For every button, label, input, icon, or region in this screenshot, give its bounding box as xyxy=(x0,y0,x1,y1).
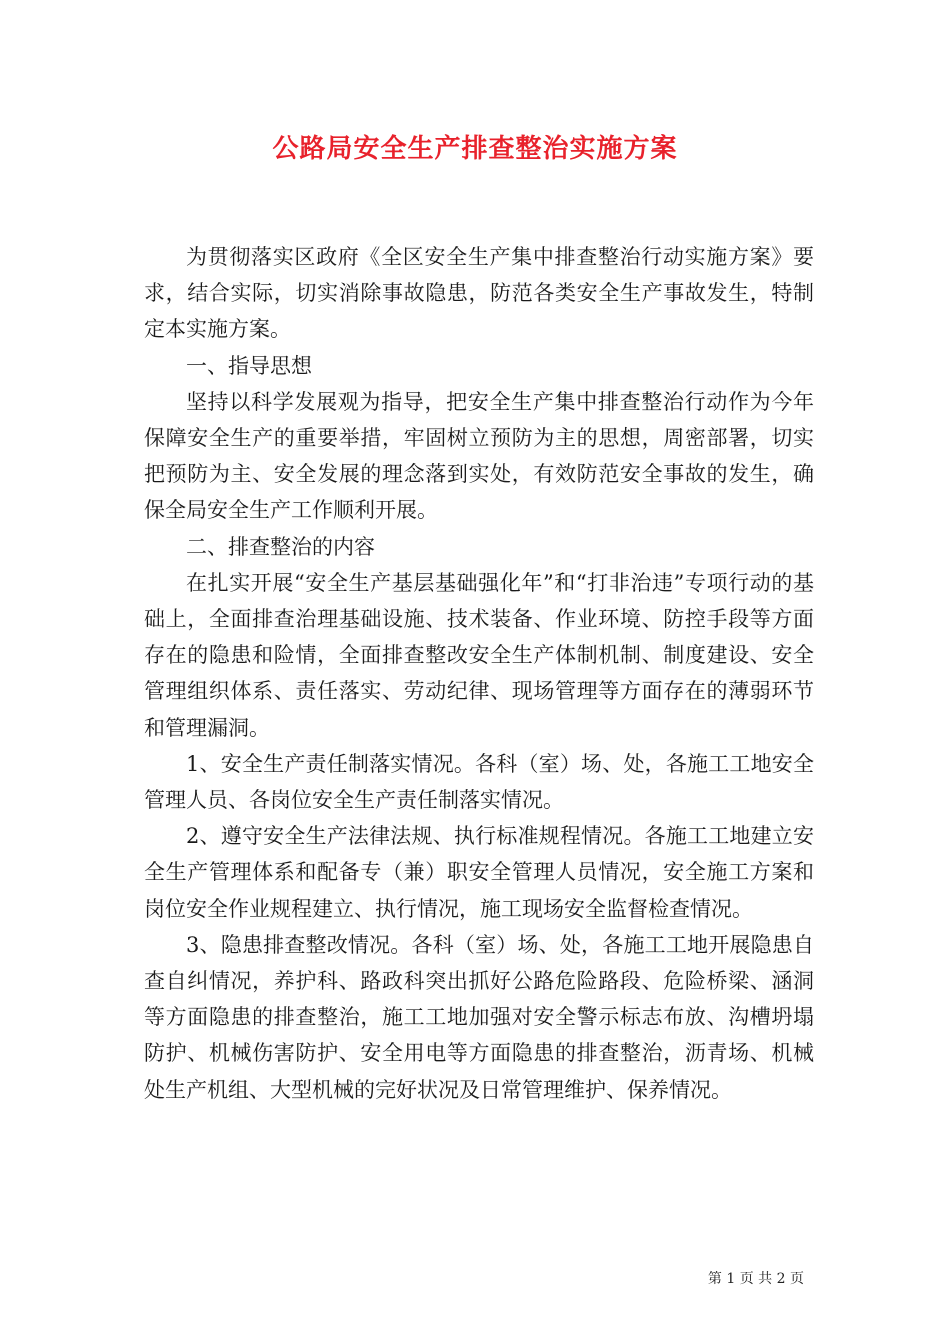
intro-paragraph: 为贯彻落实区政府《全区安全生产集中排查整治行动实施方案》要求，结合实际，切实消除事故隐患，防范各类安全生产事故发生，特制定本实施方案。 xyxy=(144,245,814,342)
item-3-paragraph: 3、隐患排查整改情况。各科（室）场、处，各施工工地开展隐患自查自纠情况，养护科、路政科突出抓好公路危险路段、危险桥梁、涵洞等方面隐患的排查整治，施工工地加强对安全警示标志布放、沟槽坍塌防护、机械伤害防护、安全用电等方面隐患的排查整治，沥青场、机械处生产机组、大型机械的完好状况及日常管理维护、保养情况。 xyxy=(144,932,814,1102)
inspection-content-paragraph: 在扎实开展“安全生产基层基础强化年”和“打非治违”专项行动的基础上，全面排查治理基础设施、技术装备、作业环境、防控手段等方面存在的隐患和险情，全面排查整改安全生产体制机制、制度建设、安全管理组织体系、责任落实、劳动纪律、现场管理等方面存在的薄弱环节和管理漏洞。 xyxy=(144,570,814,740)
guiding-ideology-paragraph: 坚持以科学发展观为指导，把安全生产集中排查整治行动作为今年保障安全生产的重要举措，牢固树立预防为主的思想，周密部署，切实把预防为主、安全发展的理念落到实处，有效防范安全事故的发生，确保全局安全生产工作顺利开展。 xyxy=(144,389,814,523)
section-heading-guiding-ideology: 一、指导思想 xyxy=(186,353,312,378)
document-body xyxy=(144,239,814,1108)
document-title: 公路局安全生产排查整治实施方案 xyxy=(272,134,678,164)
section-heading-inspection-content: 二、排查整治的内容 xyxy=(186,534,375,559)
page-number: 第 1 页 共 2 页 xyxy=(707,1271,804,1287)
item-1-paragraph: 1、安全生产责任制落实情况。各科（室）场、处，各施工工地安全管理人员、各岗位安全生产责任制落实情况。 xyxy=(144,751,814,813)
item-2-paragraph: 2、遵守安全生产法律法规、执行标准规程情况。各施工工地建立安全生产管理体系和配备专（兼）职安全管理人员情况，安全施工方案和岗位安全作业规程建立、执行情况，施工现场安全监督检查情况。 xyxy=(144,824,814,921)
